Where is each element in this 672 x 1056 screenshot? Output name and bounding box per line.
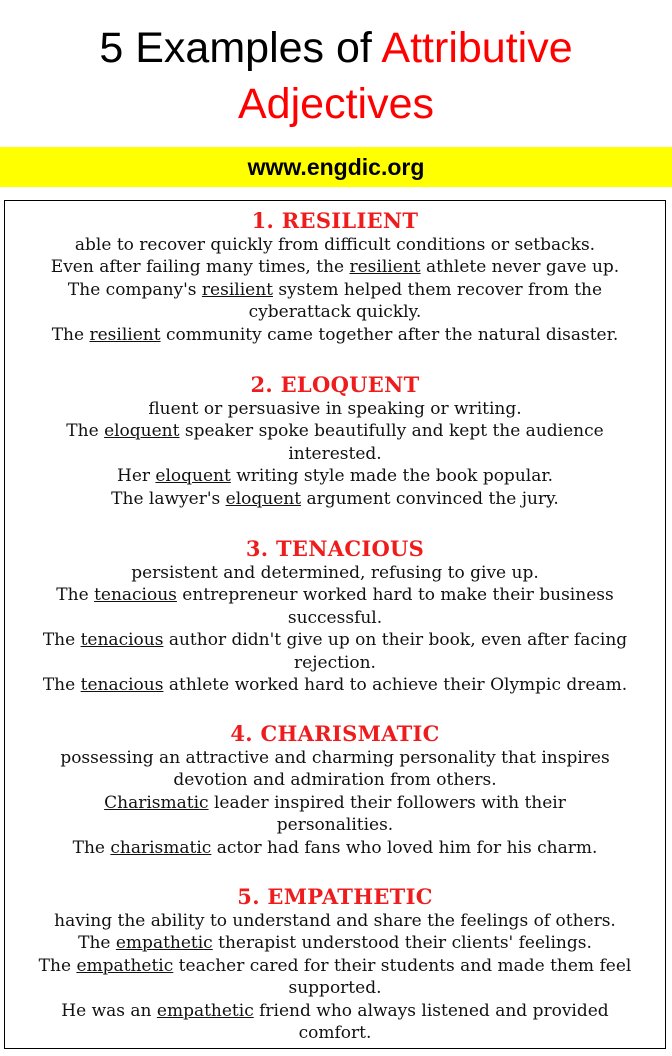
content-panel [4, 200, 666, 1049]
example-word: empathetic [156, 1000, 254, 1021]
example-word: eloquent [155, 466, 231, 487]
example-sentence: He was an empathetic friend who always listened and provided comfort. [61, 1000, 609, 1044]
entry-definition: possessing an attractive and charming personality that inspires devotion and admiration from others. [60, 748, 610, 791]
entry-empathetic [5, 884, 665, 1044]
example-sentence: The empathetic therapist understood their clients' feelings. [78, 933, 592, 954]
example-word: empathetic [115, 933, 213, 954]
example-word: resilient [201, 279, 273, 300]
example-word: resilient [349, 257, 421, 278]
page-title [0, 20, 672, 132]
entry-resilient [5, 208, 665, 346]
website-url: www.engdic.org [247, 154, 425, 180]
example-word: resilient [89, 324, 161, 345]
example-word: eloquent [104, 421, 180, 442]
entry-charismatic [5, 721, 665, 859]
example-sentence: Even after failing many times, the resilient athlete never gave up. [50, 257, 620, 278]
title-prefix: 5 Examples of [99, 24, 382, 72]
example-sentence: The lawyer's eloquent argument convinced the jury. [111, 488, 559, 509]
example-word: charismatic [110, 837, 212, 858]
example-word: empathetic [76, 955, 174, 976]
entry-heading: 4. CHARISMATIC [230, 721, 440, 746]
entry-definition: fluent or persuasive in speaking or writing. [148, 399, 522, 419]
website-banner [0, 147, 672, 187]
example-sentence: The charismatic actor had fans who loved him for his charm. [72, 837, 598, 858]
example-sentence: The eloquent speaker spoke beautifully and kept the audience interested. [66, 421, 604, 464]
entry-definition: having the ability to understand and share the feelings of others. [54, 911, 616, 931]
example-word: eloquent [225, 488, 302, 509]
example-sentence: The empathetic teacher cared for their students and made them feel supported. [38, 955, 632, 999]
entry-definition: persistent and determined, refusing to give up. [131, 563, 539, 583]
entry-definition: able to recover quickly from difficult conditions or setbacks. [74, 235, 596, 255]
example-word: tenacious [94, 585, 177, 606]
example-sentence: The resilient community came together after the natural disaster. [51, 324, 619, 345]
entry-tenacious [5, 536, 665, 696]
entry-eloquent [5, 372, 665, 510]
example-word: tenacious [80, 675, 164, 696]
example-sentence: The company's resilient system helped them recover from the cyberattack quickly. [67, 279, 603, 323]
entry-heading: 3. TENACIOUS [245, 536, 425, 561]
example-word: Charismatic [104, 792, 209, 813]
example-sentence: The tenacious entrepreneur worked hard to make their business successful. [56, 585, 614, 628]
example-sentence: The tenacious author didn't give up on their book, even after facing rejection. [42, 630, 628, 673]
entry-heading: 2. ELOQUENT [250, 372, 420, 397]
example-sentence: The tenacious athlete worked hard to achieve their Olympic dream. [42, 675, 628, 696]
example-word: tenacious [80, 630, 164, 651]
entry-heading: 5. EMPATHETIC [237, 884, 433, 909]
example-sentence: Charismatic leader inspired their followers with their personalities. [104, 792, 566, 836]
title-accent-line1: Attributive [381, 24, 573, 72]
title-accent-line2: Adjectives [238, 80, 434, 128]
example-sentence: Her eloquent writing style made the book popular. [117, 466, 553, 487]
entry-heading: 1. RESILIENT [251, 208, 419, 233]
